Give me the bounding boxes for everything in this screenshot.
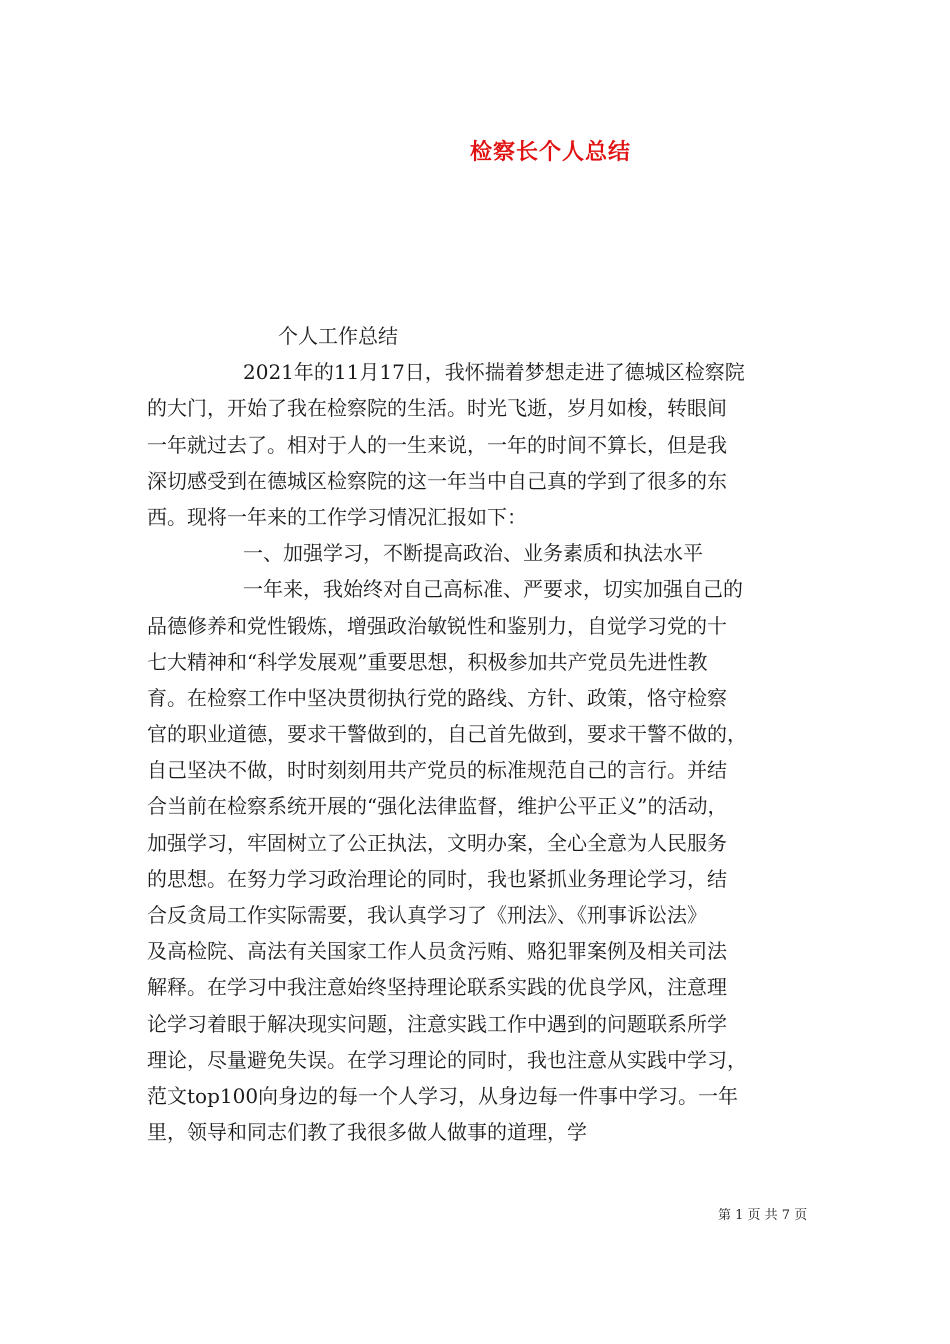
- body-line: 深切感受到在德城区检察院的这一年当中自己真的学到了很多的东: [147, 468, 727, 493]
- body-line: 范文top100向身边的每一个人学习，从身边每一件事中学习。一年: [147, 1083, 739, 1108]
- document-body: [147, 318, 807, 1150]
- body-line: 理论，尽量避免失误。在学习理论的同时，我也注意从实践中学习，: [147, 1047, 747, 1072]
- body-line: 的大门，开始了我在检察院的生活。时光飞逝，岁月如梭，转眼间: [147, 396, 727, 421]
- body-line: 加强学习，牢固树立了公正执法，文明办案，全心全意为人民服务: [147, 830, 727, 855]
- body-line: 2021年的11月17日，我怀揣着梦想走进了德城区检察院: [243, 360, 745, 385]
- body-line: 一年就过去了。相对于人的一生来说，一年的时间不算长，但是我: [147, 432, 727, 457]
- body-line: 里，领导和同志们教了我很多做人做事的道理，学: [147, 1120, 587, 1145]
- body-line: 论学习着眼于解决现实问题，注意实践工作中遇到的问题联系所学: [147, 1011, 727, 1036]
- section-heading: 个人工作总结: [278, 324, 398, 348]
- body-line: 一年来，我始终对自己高标准、严要求，切实加强自己的: [243, 577, 743, 602]
- body-line: 合反贪局工作实际需要，我认真学习了《刑法》、《刑事诉讼法》: [147, 903, 707, 927]
- document-title: 检察长个人总结: [470, 139, 632, 165]
- body-line: 育。在检察工作中坚决贯彻执行党的路线、方针、政策，恪守检察: [147, 685, 727, 710]
- body-line: 解释。在学习中我注意始终坚持理论联系实践的优良学风，注意理: [147, 975, 727, 1000]
- body-line: 自己坚决不做，时时刻刻用共产党员的标准规范自己的言行。并结: [147, 758, 727, 783]
- page-number: 第 1 页 共 7 页: [718, 1208, 808, 1223]
- body-line: 七大精神和“科学发展观”重要思想，积极参加共产党员先进性教: [147, 649, 708, 674]
- body-line: 合当前在检察系统开展的“强化法律监督，维护公平正义”的活动，: [147, 794, 728, 819]
- body-line: 的思想。在努力学习政治理论的同时，我也紧抓业务理论学习，结: [147, 866, 727, 891]
- section-heading: 一、加强学习，不断提高政治、业务素质和执法水平: [243, 541, 703, 566]
- body-line: 品德修养和党性锻炼，增强政治敏锐性和鉴别力，自觉学习党的十: [147, 613, 727, 638]
- body-line: 西。现将一年来的工作学习情况汇报如下：: [147, 504, 527, 529]
- body-line: 及高检院、高法有关国家工作人员贪污贿、赂犯罪案例及相关司法: [147, 939, 727, 964]
- body-line: 官的职业道德，要求干警做到的，自己首先做到，要求干警不做的，: [147, 722, 747, 747]
